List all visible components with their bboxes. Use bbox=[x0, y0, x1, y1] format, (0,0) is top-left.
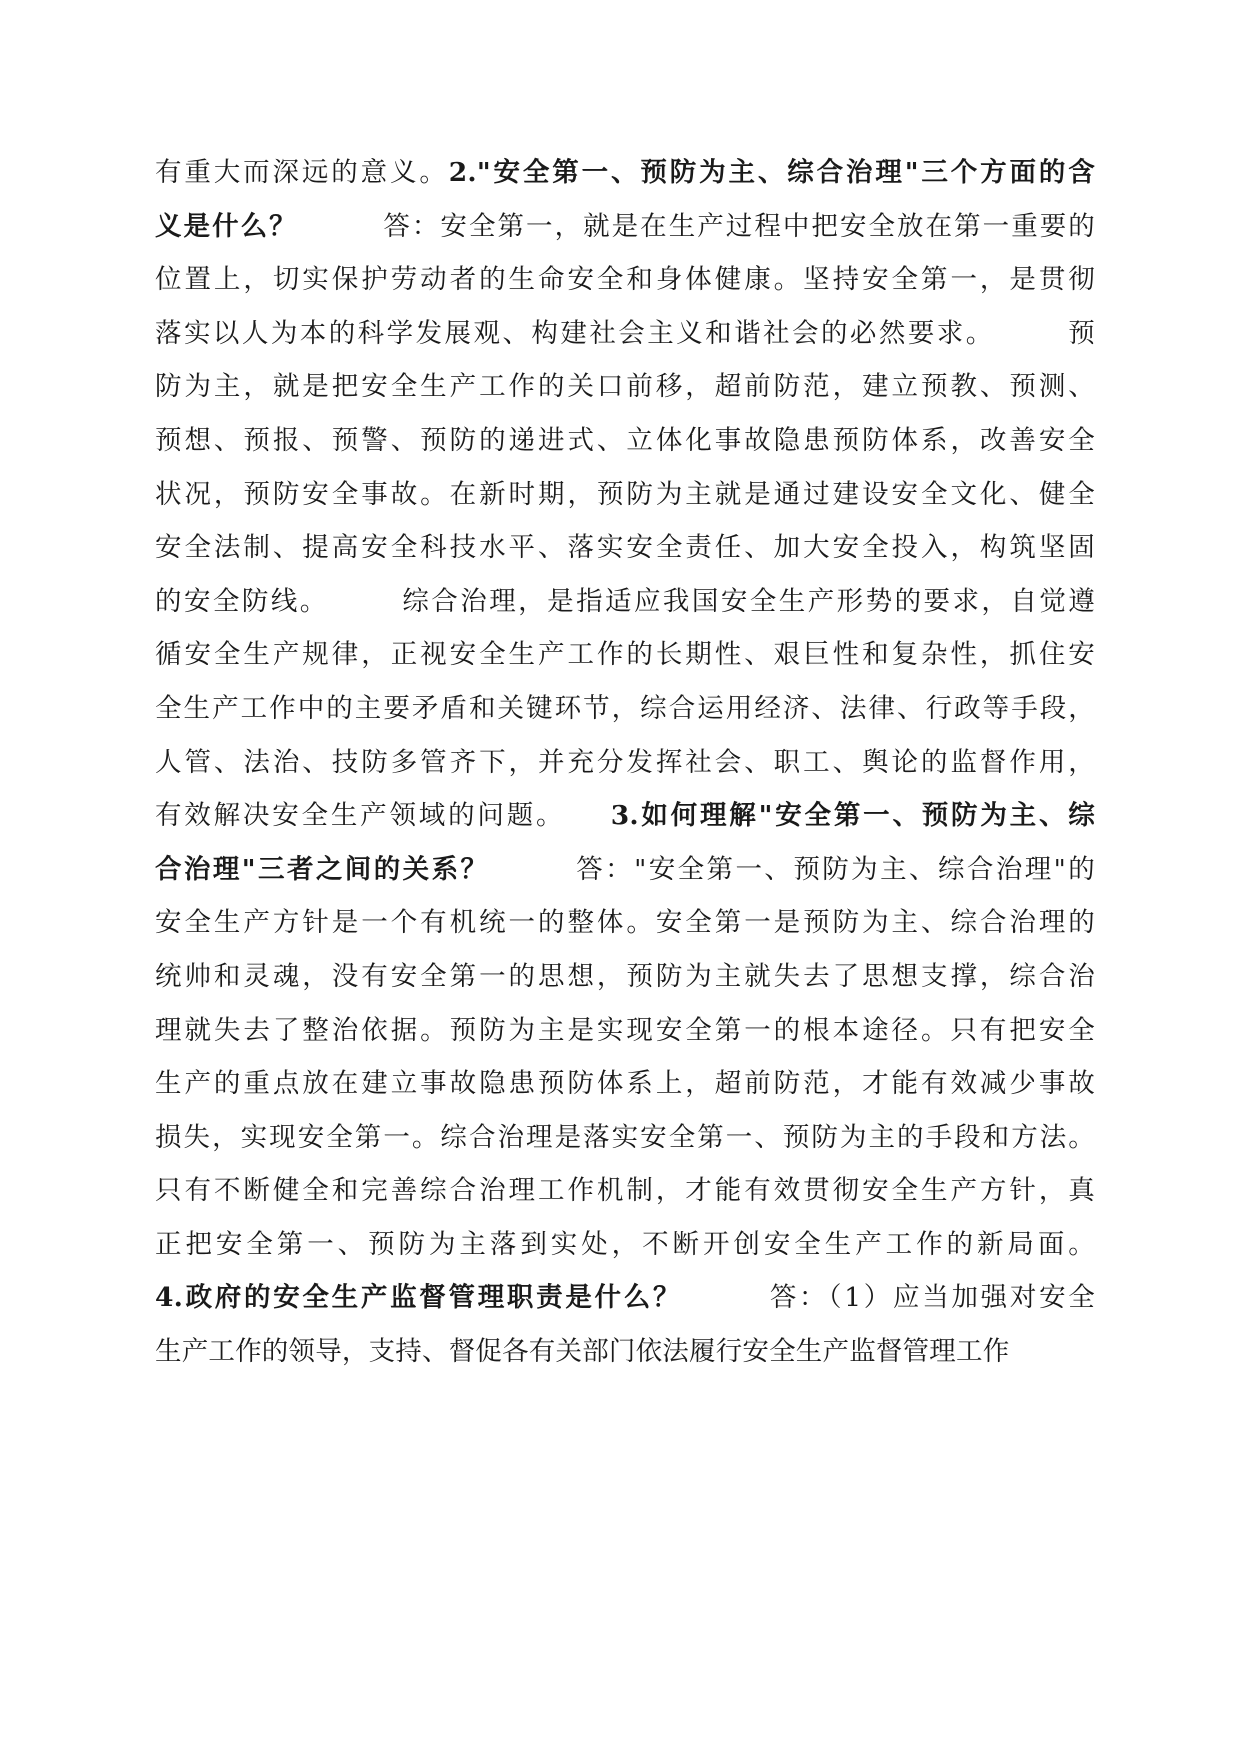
question-heading-text: 4.政府的安全生产监督管理职责是什么？ bbox=[155, 1282, 683, 1314]
body-text-run: 答：（1）应当加强对安全 bbox=[682, 1282, 1095, 1314]
text-line bbox=[155, 682, 1095, 736]
body-text-run: 位置上，切实保护劳动者的生命安全和身体健康。坚持安全第一，是贯彻 bbox=[155, 264, 1095, 296]
body-text-run: 有重大而深远的意义。 bbox=[155, 157, 449, 188]
text-line bbox=[155, 575, 1095, 629]
body-text-run: 答：安全第一，就是在生产过程中把安全放在第一重要的 bbox=[297, 210, 1095, 242]
text-line bbox=[155, 789, 1095, 843]
body-text-run: 答："安全第一、预防为主、综合治理"的 bbox=[489, 853, 1095, 885]
body-text-run: 预想、预报、预警、预防的递进式、立体化事故隐患预防体系，改善安全 bbox=[155, 424, 1095, 456]
body-text-run: 理就失去了整治依据。预防为主是实现安全第一的根本途径。只有把安全 bbox=[155, 1014, 1095, 1046]
text-line bbox=[155, 843, 1095, 897]
text-line bbox=[155, 360, 1095, 414]
body-text-run: 落实以人为本的科学发展观、构建社会主义和谐社会的必然要求。 预 bbox=[155, 317, 1095, 349]
text-line bbox=[155, 628, 1095, 682]
body-text-run: 安全法制、提高安全科技水平、落实安全责任、加大安全投入，构筑坚固 bbox=[155, 532, 1095, 564]
body-text bbox=[155, 146, 1095, 1379]
text-line bbox=[155, 1325, 1095, 1379]
question-heading-text: 合治理"三者之间的关系？ bbox=[155, 853, 490, 885]
body-text-run: 生产的重点放在建立事故隐患预防体系上，超前防范，才能有效减少事故 bbox=[155, 1068, 1095, 1100]
text-line bbox=[155, 1218, 1095, 1272]
text-line bbox=[155, 253, 1095, 307]
text-line bbox=[155, 896, 1095, 950]
body-text-run: 的安全防线。 综合治理，是指适应我国安全生产形势的要求，自觉遵 bbox=[155, 585, 1095, 617]
text-line bbox=[155, 200, 1095, 254]
body-text-run: 正把安全第一、预防为主落到实处，不断开创安全生产工作的新局面。 bbox=[155, 1228, 1095, 1260]
text-line bbox=[155, 736, 1095, 790]
text-line bbox=[155, 468, 1095, 522]
body-text-run: 人管、法治、技防多管齐下，并充分发挥社会、职工、舆论的监督作用， bbox=[155, 746, 1095, 778]
body-text-run: 有效解决安全生产领域的问题。 bbox=[155, 800, 611, 832]
text-line bbox=[155, 521, 1095, 575]
text-line bbox=[155, 1164, 1095, 1218]
text-line bbox=[155, 1271, 1095, 1325]
question-heading-text: 义是什么？ bbox=[155, 210, 298, 242]
text-line bbox=[155, 1057, 1095, 1111]
body-text-run: 循安全生产规律，正视安全生产工作的长期性、艰巨性和复杂性，抓住安 bbox=[155, 639, 1095, 671]
question-heading-text: 2."安全第一、预防为主、综合治理"三个方面的含 bbox=[448, 157, 1095, 188]
body-text-run: 安全生产方针是一个有机统一的整体。安全第一是预防为主、综合治理的 bbox=[155, 907, 1095, 939]
text-line bbox=[155, 146, 1095, 200]
text-line bbox=[155, 1004, 1095, 1058]
body-text-run: 防为主，就是把安全生产工作的关口前移，超前防范，建立预教、预测、 bbox=[155, 371, 1095, 403]
body-text-run: 损失，实现安全第一。综合治理是落实安全第一、预防为主的手段和方法。 bbox=[155, 1121, 1095, 1153]
question-heading-text: 3.如何理解"安全第一、预防为主、综 bbox=[610, 800, 1095, 832]
body-text-run: 生产工作的领导，支持、督促各有关部门依法履行安全生产监督管理工作 bbox=[155, 1336, 1010, 1368]
body-text-run: 统帅和灵魂，没有安全第一的思想，预防为主就失去了思想支撑，综合治 bbox=[155, 960, 1095, 992]
text-line bbox=[155, 307, 1095, 361]
body-text-run: 只有不断健全和完善综合治理工作机制，才能有效贯彻安全生产方针，真 bbox=[155, 1175, 1095, 1207]
text-line bbox=[155, 414, 1095, 468]
text-line bbox=[155, 1111, 1095, 1165]
body-text-run: 状况，预防安全事故。在新时期，预防为主就是通过建设安全文化、健全 bbox=[155, 478, 1095, 510]
text-line bbox=[155, 950, 1095, 1004]
body-text-run: 全生产工作中的主要矛盾和关键环节，综合运用经济、法律、行政等手段， bbox=[155, 692, 1095, 724]
